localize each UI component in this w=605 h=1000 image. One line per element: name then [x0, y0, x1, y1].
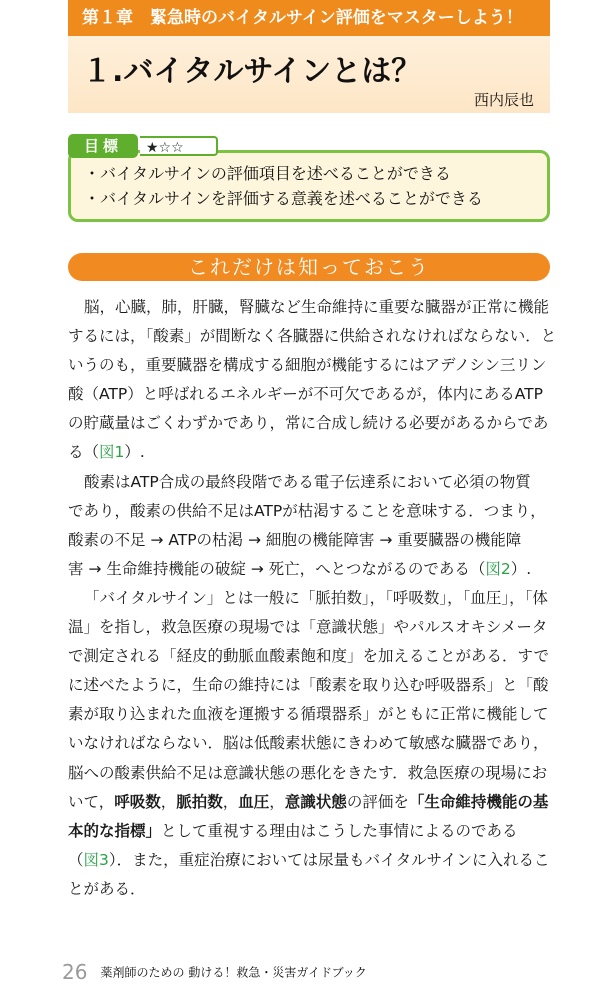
- text-line: 酸素はATP合成の最終段階である電子伝達系において必須の物質: [84, 472, 531, 491]
- author-name: 西内辰也: [473, 91, 534, 109]
- text-span: ）．また，重症治療においては尿量もバイタルサインに入れるこ: [108, 850, 550, 869]
- body-text: [68, 293, 557, 904]
- text-span: ，: [222, 792, 239, 811]
- text-line: 脳への酸素供給不足は意識状態の悪化をきたす．救急医療の現場にお: [68, 763, 548, 782]
- page-footer: [62, 960, 367, 984]
- text-span: ）.: [510, 559, 532, 578]
- goal-item: ・バイタルサインの評価項目を述べることができる: [84, 164, 451, 183]
- text-span: る（: [68, 443, 100, 462]
- figure-link[interactable]: 図3: [83, 850, 109, 869]
- text-span: として重視する理由はこうした事情によるのである: [161, 821, 518, 840]
- text-span: の評価を: [346, 792, 409, 811]
- bold-term: 「生命維持機能の基: [408, 792, 549, 811]
- text-span: （: [68, 850, 84, 869]
- text-line: 温」を指し，救急医療の現場では「意識状態」やパルスオキシメータ: [68, 618, 548, 637]
- text-line: とがある．: [68, 879, 146, 898]
- figure-link[interactable]: 図1: [99, 443, 125, 462]
- text-line: するには，「酸素」が間断なく各臓器に供給されなければならない．と: [68, 327, 557, 346]
- goal-list: [84, 161, 483, 211]
- figure-link[interactable]: 図2: [485, 559, 511, 578]
- goal-item: ・バイタルサインを評価する意義を述べることができる: [84, 189, 483, 208]
- page-number: 26: [62, 960, 88, 984]
- book-title: 薬剤師のための 動ける！救急・災害ガイドブック: [100, 965, 367, 980]
- text-line: であり，酸素の供給不足はATPが枯渇することを意味する．つまり，: [68, 501, 546, 520]
- text-line: 酸（ATP）と呼ばれるエネルギーが不可欠であるが，体内にあるATP: [68, 385, 543, 404]
- text-line: で測定される「経皮的動脈血酸素飽和度」を加えることがある．すで: [68, 647, 549, 666]
- text-line: 酸素の不足 → ATPの枯渇 → 細胞の機能障害 → 重要臓器の機能障: [68, 530, 522, 549]
- difficulty-stars: ★☆☆: [140, 136, 218, 156]
- text-line: [68, 788, 554, 817]
- bold-term: 呼吸数: [114, 792, 161, 811]
- text-line: いなければならない．脳は低酸素状態にきわめて敏感な臓器であり，: [68, 734, 549, 753]
- goal-label: 目標: [68, 134, 138, 158]
- text-line: 素が取り込まれた血液を運搬する循環器系」がともに正常に機能して: [68, 705, 549, 724]
- text-line: 脳，心臓，肺，肝臓，腎臓など生命維持に重要な臓器が正常に機能: [84, 298, 550, 316]
- text-line: [68, 846, 554, 875]
- text-line: [68, 555, 554, 584]
- text-line: 「バイタルサイン」とは一般に「脈拍数」，「呼吸数」，「血圧」，「体: [84, 588, 548, 607]
- text-line: の貯蔵量はごくわずかであり，常に合成し続ける必要があるからであ: [68, 414, 549, 433]
- chapter-header: [68, 0, 550, 113]
- text-span: いて，: [68, 792, 115, 811]
- text-span: ，: [269, 792, 285, 811]
- chapter-label: 第１章 緊急時のバイタルサイン評価をマスターしよう！: [68, 0, 550, 36]
- text-span: ，: [160, 792, 177, 811]
- bold-term: 意識状態: [284, 792, 347, 811]
- bold-term: 血圧: [238, 792, 270, 811]
- text-line: [68, 817, 554, 846]
- text-span: 害 → 生命維持機能の破綻 → 死亡，へとつながるのである（: [68, 559, 486, 578]
- text-span: ）.: [124, 443, 145, 462]
- text-line: [68, 438, 554, 467]
- bold-term: 脈拍数: [176, 792, 223, 811]
- text-line: いうのも，重要臓器を構成する細胞が機能するにはアデノシン三リン: [68, 356, 547, 375]
- section-heading: これだけは知っておこう: [68, 253, 550, 281]
- page-title: １.バイタルサインとは？: [82, 54, 422, 89]
- text-line: に述べたように，生命の維持には「酸素を取り込む呼吸器系」と「酸: [68, 676, 549, 695]
- bold-term: 本的な指標」: [68, 821, 162, 840]
